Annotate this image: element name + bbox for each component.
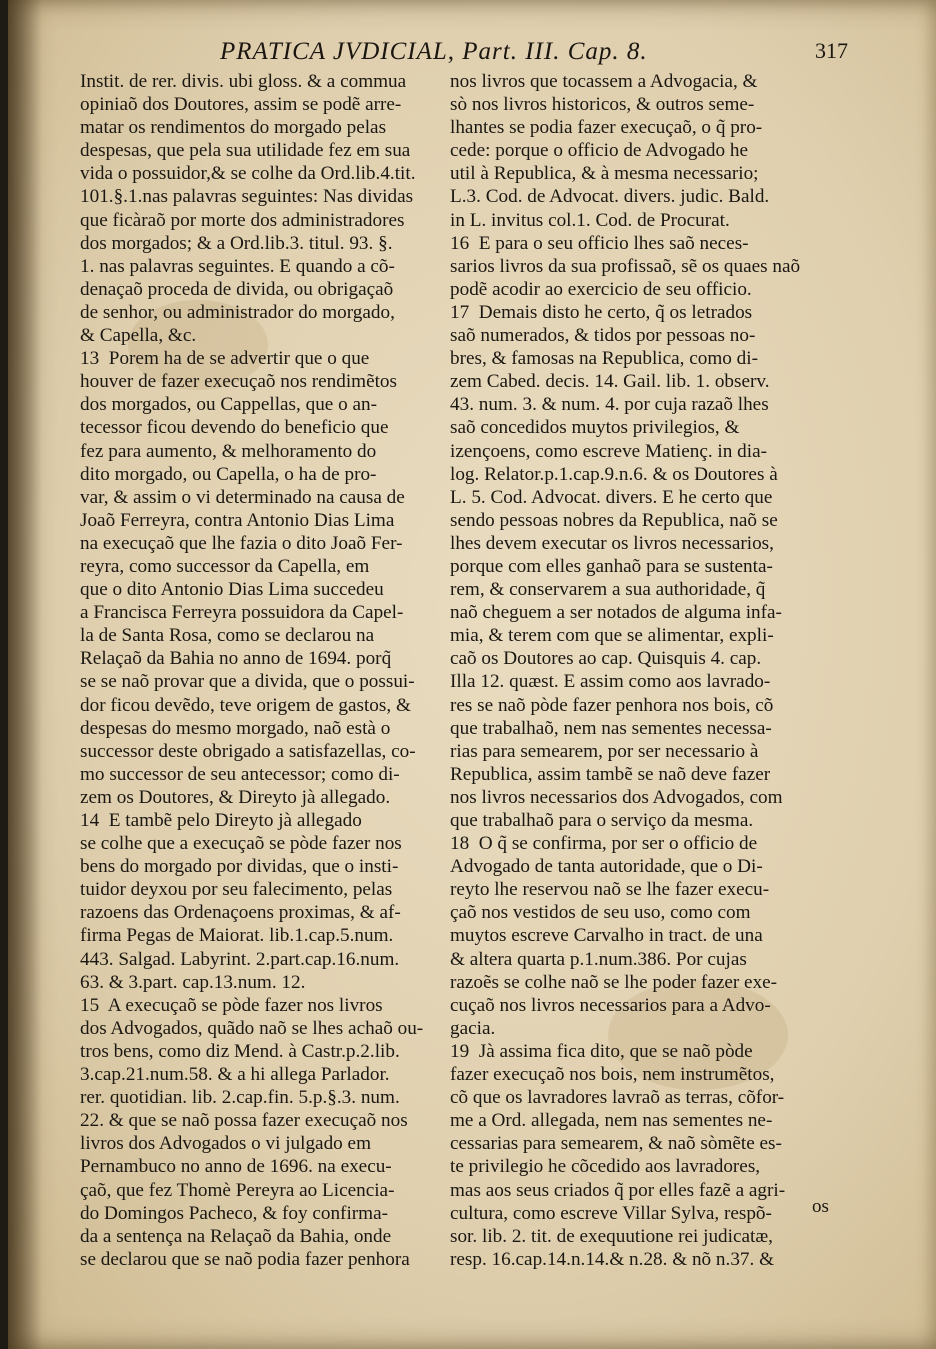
text-line: Illa 12. quæst. E assim como aos lavrado-: [450, 671, 771, 693]
text-line: L. 5. Cod. Advocat. divers. E he certo que: [450, 486, 773, 508]
text-line: izençoens, como escreve Matienç. in dia-: [450, 440, 767, 462]
text-line: dos Advogados, quãdo naõ se lhes achaõ ou-: [80, 1017, 424, 1039]
page-number: 317: [815, 38, 848, 63]
text-line: matar os rendimentos do morgado pelas: [80, 117, 387, 139]
text-line: que trabalhaõ para o serviço da mesma.: [450, 810, 754, 831]
text-line: 13 Porem ha de se advertir que o que: [80, 348, 370, 370]
text-line: Pernambuco no anno de 1696. na execu-: [80, 1156, 392, 1178]
text-line: despesas, que pela sua utilidade fez em sua: [80, 140, 411, 162]
text-line: & altera quarta p.1.num.386. Por cujas: [450, 948, 747, 970]
text-line: nos livros que tocassem a Advogacia, &: [450, 71, 758, 92]
text-line: var, & assim o vi determinado na causa de: [80, 486, 405, 508]
text-line: tecessor ficou devendo do beneficio que: [80, 417, 389, 439]
text-line: sor. lib. 2. tit. de exequutione rei judicatæ,: [450, 1225, 773, 1247]
text-line: dor ficou devẽdo, teve origem de gastos, &: [80, 694, 411, 716]
text-line: rer. quotidian. lib. 2.cap.fin. 5.p.§.3. num.: [80, 1087, 400, 1109]
left-text-column: [80, 70, 432, 1271]
text-line: cõ que os lavradores lavraõ as terras, cõfor-: [450, 1087, 785, 1109]
text-line: nos livros necessarios dos Advogados, com: [450, 786, 783, 808]
text-line: razoens das Ordenaçoens proximas, & af-: [80, 902, 401, 924]
page-header: [80, 38, 848, 68]
text-line: 43. num. 3. & num. 4. por cuja razaõ lhes: [450, 394, 769, 416]
text-line: çaõ nos vestidos de seu uso, como com: [450, 902, 751, 924]
text-line: res se naõ pòde fazer penhora nos bois, cõ: [450, 694, 774, 716]
text-line: de senhor, ou administrador do morgado,: [80, 301, 395, 323]
text-line: lhantes se podia fazer execuçaõ, o q̃ pro-: [450, 117, 763, 139]
text-line: tuidor deyxou por seu falecimento, pelas: [80, 879, 393, 901]
text-line: despesas do mesmo morgado, naõ està o: [80, 717, 391, 739]
text-line: sendo pessoas nobres da Republica, naõ se: [450, 509, 778, 531]
text-line: mia, & terem com que se alimentar, expli-: [450, 625, 774, 647]
text-line: Instit. de rer. divis. ubi gloss. & a commua: [80, 71, 407, 92]
text-line: na execuçaõ que lhe fazia o dito Joaõ Fer-: [80, 532, 403, 554]
text-line: 17 Demais disto he certo, q̃ os letrados: [450, 301, 753, 323]
text-line: dos morgados, ou Cappellas, que o an-: [80, 394, 378, 416]
text-line: podẽ acodir ao exercicio de seu officio.: [450, 278, 752, 300]
text-line: tros bens, como diz Mend. à Castr.p.2.lib.: [80, 1040, 400, 1062]
text-line: 16 E para o seu officio lhes saõ neces-: [450, 232, 749, 254]
text-line: razoẽs se colhe naõ se lhe poder fazer exe-: [450, 971, 778, 993]
text-line: 63. & 3.part. cap.13.num. 12.: [80, 971, 306, 993]
text-line: in L. invitus col.1. Cod. de Procurat.: [450, 209, 730, 231]
text-line: çaõ, que fez Thomè Pereyra ao Licencia-: [80, 1179, 395, 1201]
text-line: util à Republica, & à mesma necessario;: [450, 163, 759, 185]
text-line: vida o possuidor,& se colhe da Ord.lib.4.tit.: [80, 163, 416, 185]
text-line: naõ cheguem a ser notados de alguma infa-: [450, 602, 782, 624]
text-line: bens do morgado por dividas, que o insti-: [80, 856, 399, 878]
text-line: sarios livros da sua profissaõ, sẽ os quaes naõ: [450, 255, 801, 277]
text-line: porque com elles ganhaõ para se sustenta-: [450, 555, 773, 577]
text-line: & Capella, &c.: [80, 325, 197, 347]
right-text-column: [450, 70, 802, 1271]
text-line: cuçaõ nos livros necessarios para a Advo-: [450, 994, 771, 1016]
text-line: que o dito Antonio Dias Lima succedeu: [80, 579, 384, 601]
text-line: L.3. Cod. de Advocat. divers. judic. Bald.: [450, 186, 770, 208]
text-line: 14 E tambẽ pelo Direyto jà allegado: [80, 810, 362, 831]
text-line: saõ concedidos muytos privilegios, &: [450, 417, 740, 439]
text-line: fez para aumento, & melhoramento do: [80, 440, 377, 462]
text-line: me a Ord. allegada, nem nas sementes ne-: [450, 1110, 773, 1132]
text-line: mas aos seus criados q̃ por elles fazẽ a agri-: [450, 1179, 786, 1201]
text-line: zem Cabed. decis. 14. Gail. lib. 1. observ.: [450, 371, 770, 393]
text-line: la de Santa Rosa, como se declarou na: [80, 625, 375, 647]
text-line: Joaõ Ferreyra, contra Antonio Dias Lima: [80, 509, 395, 531]
text-line: successor deste obrigado a satisfazellas, co-: [80, 740, 416, 762]
text-line: se se naõ provar que a divida, que o possui-: [80, 671, 415, 693]
text-line: cede: porque o officio de Advogado he: [450, 140, 749, 162]
text-line: zem os Doutores, & Direyto jà allegado.: [80, 786, 391, 808]
text-line: dos morgados; & a Ord.lib.3. titul. 93. §.: [80, 232, 393, 254]
text-line: se declarou que se naõ podia fazer penhora: [80, 1248, 410, 1270]
text-line: do Domingos Pacheco, & foy confirma-: [80, 1202, 388, 1224]
catchword: os: [812, 1196, 829, 1217]
text-line: livros dos Advogados o vi julgado em: [80, 1133, 371, 1155]
text-line: firma Pegas de Maiorat. lib.1.cap.5.num.: [80, 925, 394, 947]
text-line: 15 A execuçaõ se pòde fazer nos livros: [80, 994, 383, 1016]
text-line: muytos escreve Carvalho in tract. de una: [450, 925, 763, 947]
text-line: reyra, como successor da Capella, em: [80, 555, 370, 577]
text-line: se colhe que a execuçaõ se pòde fazer nos: [80, 833, 402, 855]
text-line: 19 Jà assima fica dito, que se naõ pòde: [450, 1040, 753, 1062]
text-line: cultura, como escreve Villar Sylva, respõ-: [450, 1202, 772, 1224]
text-line: rias para semearem, por ser necessario à: [450, 740, 759, 762]
text-line: Republica, assim tambẽ se naõ deve fazer: [450, 763, 771, 785]
text-line: fazer execuçaõ nos bois, nem instrumẽtos,: [450, 1064, 775, 1086]
text-line: a Francisca Ferreyra possuidora da Capel-: [80, 602, 404, 624]
text-line: lhes devem executar os livros necessarios,: [450, 532, 774, 554]
text-line: 101.§.1.nas palavras seguintes: Nas dividas: [80, 186, 414, 208]
text-line: reyto lhe reservou naõ se lhe fazer execu-: [450, 879, 770, 901]
text-line: 18 O q̃ se confirma, por ser o officio de: [450, 833, 758, 855]
page-gutter-shadow: [8, 0, 42, 1349]
text-line: rem, & conservarem a sua authoridade, q̃: [450, 579, 766, 601]
text-line: opiniaõ dos Doutores, assim se podẽ arre-: [80, 94, 402, 116]
text-line: dito morgado, ou Capella, o ha de pro-: [80, 463, 377, 485]
text-line: Relaçaõ da Bahia no anno de 1694. porq̃: [80, 648, 392, 670]
text-line: 1. nas palavras seguintes. E quando a cõ-: [80, 255, 395, 277]
text-line: log. Relator.p.1.cap.9.n.6. & os Doutores à: [450, 463, 778, 485]
text-line: 3.cap.21.num.58. & a hi allega Parlador.: [80, 1064, 390, 1086]
text-line: te privilegio he cõcedido aos lavradores,: [450, 1156, 761, 1178]
text-line: Advogado de tanta autoridade, que o Di-: [450, 856, 763, 878]
text-line: cessarias para semearem, & naõ sòmẽte es-: [450, 1133, 782, 1155]
text-line: gacia.: [450, 1017, 496, 1039]
running-title: PRATICA JVDICIAL, Part. III. Cap. 8.: [220, 38, 648, 65]
text-line: resp. 16.cap.14.n.14.& n.28. & nõ n.37. &: [450, 1248, 775, 1270]
text-line: mo successor de seu antecessor; como di-: [80, 763, 400, 785]
text-line: denaçaõ proceda de divida, ou obrigaçaõ: [80, 278, 394, 300]
text-line: 443. Salgad. Labyrint. 2.part.cap.16.num.: [80, 948, 400, 970]
text-line: que trabalhaõ, nem nas sementes necessa-: [450, 717, 772, 739]
text-line: bres, & famosas na Republica, como di-: [450, 348, 758, 370]
text-line: 22. & que se naõ possa fazer execuçaõ nos: [80, 1110, 408, 1132]
text-line: que ficàraõ por morte dos administradores: [80, 209, 405, 231]
text-line: saõ numerados, & tidos por pessoas no-: [450, 325, 756, 347]
text-line: caõ os Doutores ao cap. Quisquis 4. cap.: [450, 648, 762, 670]
text-line: da a sentença na Relaçaõ da Bahia, onde: [80, 1225, 392, 1247]
text-line: sò nos livros historicos, & outros seme-: [450, 94, 755, 116]
text-line: houver de fazer execuçaõ nos rendimẽtos: [80, 371, 397, 393]
